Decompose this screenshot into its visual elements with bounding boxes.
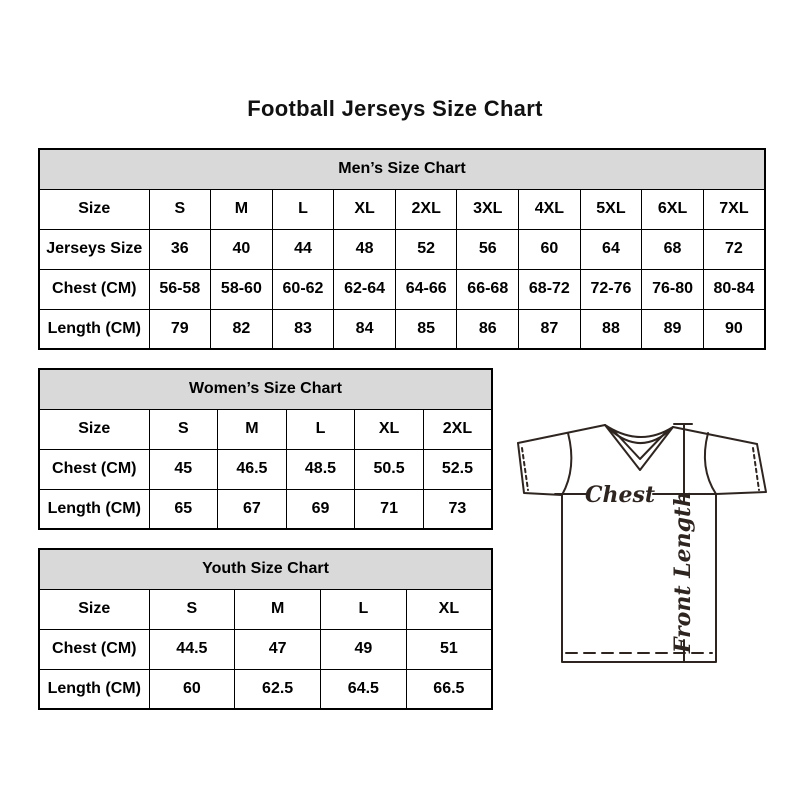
size-cell: XL	[355, 409, 424, 449]
table-row	[39, 309, 765, 349]
size-cell: M	[235, 589, 321, 629]
length-cell: 87	[519, 309, 581, 349]
row-label: Chest (CM)	[39, 449, 149, 489]
size-cell: L	[286, 409, 355, 449]
chest-cell: 46.5	[218, 449, 287, 489]
chest-cell: 56-58	[149, 269, 211, 309]
table-row	[39, 669, 492, 709]
size-cell: 5XL	[580, 189, 642, 229]
table-section-row	[39, 369, 492, 409]
row-label: Chest (CM)	[39, 269, 149, 309]
size-cell: XL	[406, 589, 492, 629]
length-cell: 66.5	[406, 669, 492, 709]
row-label: Size	[39, 589, 149, 629]
size-cell: 7XL	[703, 189, 765, 229]
length-cell: 83	[272, 309, 334, 349]
row-label: Size	[39, 189, 149, 229]
chest-cell: 64-66	[395, 269, 457, 309]
size-cell: 2XL	[395, 189, 457, 229]
size-cell: XL	[334, 189, 396, 229]
size-cell: S	[149, 589, 235, 629]
length-cell: 79	[149, 309, 211, 349]
jersey-size-cell: 40	[211, 229, 273, 269]
length-cell: 65	[149, 489, 218, 529]
jersey-size-cell: 56	[457, 229, 519, 269]
row-label: Length (CM)	[39, 669, 149, 709]
jersey-size-cell: 52	[395, 229, 457, 269]
jersey-size-cell: 72	[703, 229, 765, 269]
size-cell: 4XL	[519, 189, 581, 229]
length-cell: 84	[334, 309, 396, 349]
table-row	[39, 489, 492, 529]
length-cell: 89	[642, 309, 704, 349]
chest-cell: 45	[149, 449, 218, 489]
length-cell: 62.5	[235, 669, 321, 709]
size-cell: L	[272, 189, 334, 229]
table-section-row	[39, 149, 765, 189]
table-row	[39, 589, 492, 629]
row-label: Chest (CM)	[39, 629, 149, 669]
chest-cell: 58-60	[211, 269, 273, 309]
jersey-size-cell: 64	[580, 229, 642, 269]
length-cell: 60	[149, 669, 235, 709]
size-cell: S	[149, 189, 211, 229]
jersey-size-cell: 48	[334, 229, 396, 269]
size-cell: L	[321, 589, 407, 629]
length-cell: 64.5	[321, 669, 407, 709]
table-row	[39, 449, 492, 489]
table-row	[39, 409, 492, 449]
chest-cell: 52.5	[423, 449, 492, 489]
table-row	[39, 629, 492, 669]
jersey-size-cell: 36	[149, 229, 211, 269]
jersey-diagram	[503, 406, 773, 666]
size-cell: 6XL	[642, 189, 704, 229]
youth-size-table	[38, 548, 493, 710]
chest-cell: 51	[406, 629, 492, 669]
size-cell: 2XL	[423, 409, 492, 449]
chest-cell: 68-72	[519, 269, 581, 309]
chest-cell: 62-64	[334, 269, 396, 309]
length-cell: 73	[423, 489, 492, 529]
length-cell: 67	[218, 489, 287, 529]
youth-section-header: Youth Size Chart	[39, 549, 492, 589]
row-label: Length (CM)	[39, 309, 149, 349]
length-cell: 90	[703, 309, 765, 349]
chest-cell: 76-80	[642, 269, 704, 309]
chest-cell: 66-68	[457, 269, 519, 309]
length-cell: 85	[395, 309, 457, 349]
jersey-size-cell: 44	[272, 229, 334, 269]
womens-section-header: Women’s Size Chart	[39, 369, 492, 409]
row-label: Size	[39, 409, 149, 449]
chest-cell: 48.5	[286, 449, 355, 489]
jersey-left-armhole-seam	[562, 433, 571, 495]
womens-size-table	[38, 368, 493, 530]
chest-cell: 47	[235, 629, 321, 669]
chest-cell: 60-62	[272, 269, 334, 309]
mens-section-header: Men’s Size Chart	[39, 149, 765, 189]
size-cell: M	[211, 189, 273, 229]
length-cell: 69	[286, 489, 355, 529]
table-row	[39, 229, 765, 269]
mens-size-table	[38, 148, 766, 350]
length-cell: 86	[457, 309, 519, 349]
jersey-size-cell: 60	[519, 229, 581, 269]
table-section-row	[39, 549, 492, 589]
chest-cell: 72-76	[580, 269, 642, 309]
jersey-right-shoulder-line	[673, 427, 757, 444]
size-cell: M	[218, 409, 287, 449]
jersey-left-shoulder-line	[518, 425, 605, 443]
row-label: Jerseys Size	[39, 229, 149, 269]
chest-measure-label: Chest	[584, 482, 656, 508]
chest-cell: 80-84	[703, 269, 765, 309]
chest-cell: 44.5	[149, 629, 235, 669]
front-length-measure-label: Front Length	[670, 490, 696, 654]
length-cell: 71	[355, 489, 424, 529]
table-row	[39, 189, 765, 229]
table-row	[39, 269, 765, 309]
size-cell: S	[149, 409, 218, 449]
jersey-right-armhole-seam	[705, 433, 716, 494]
length-cell: 82	[211, 309, 273, 349]
jersey-size-cell: 68	[642, 229, 704, 269]
chest-cell: 49	[321, 629, 407, 669]
chest-cell: 50.5	[355, 449, 424, 489]
row-label: Length (CM)	[39, 489, 149, 529]
page-title: Football Jerseys Size Chart	[247, 96, 543, 121]
length-cell: 88	[580, 309, 642, 349]
size-cell: 3XL	[457, 189, 519, 229]
